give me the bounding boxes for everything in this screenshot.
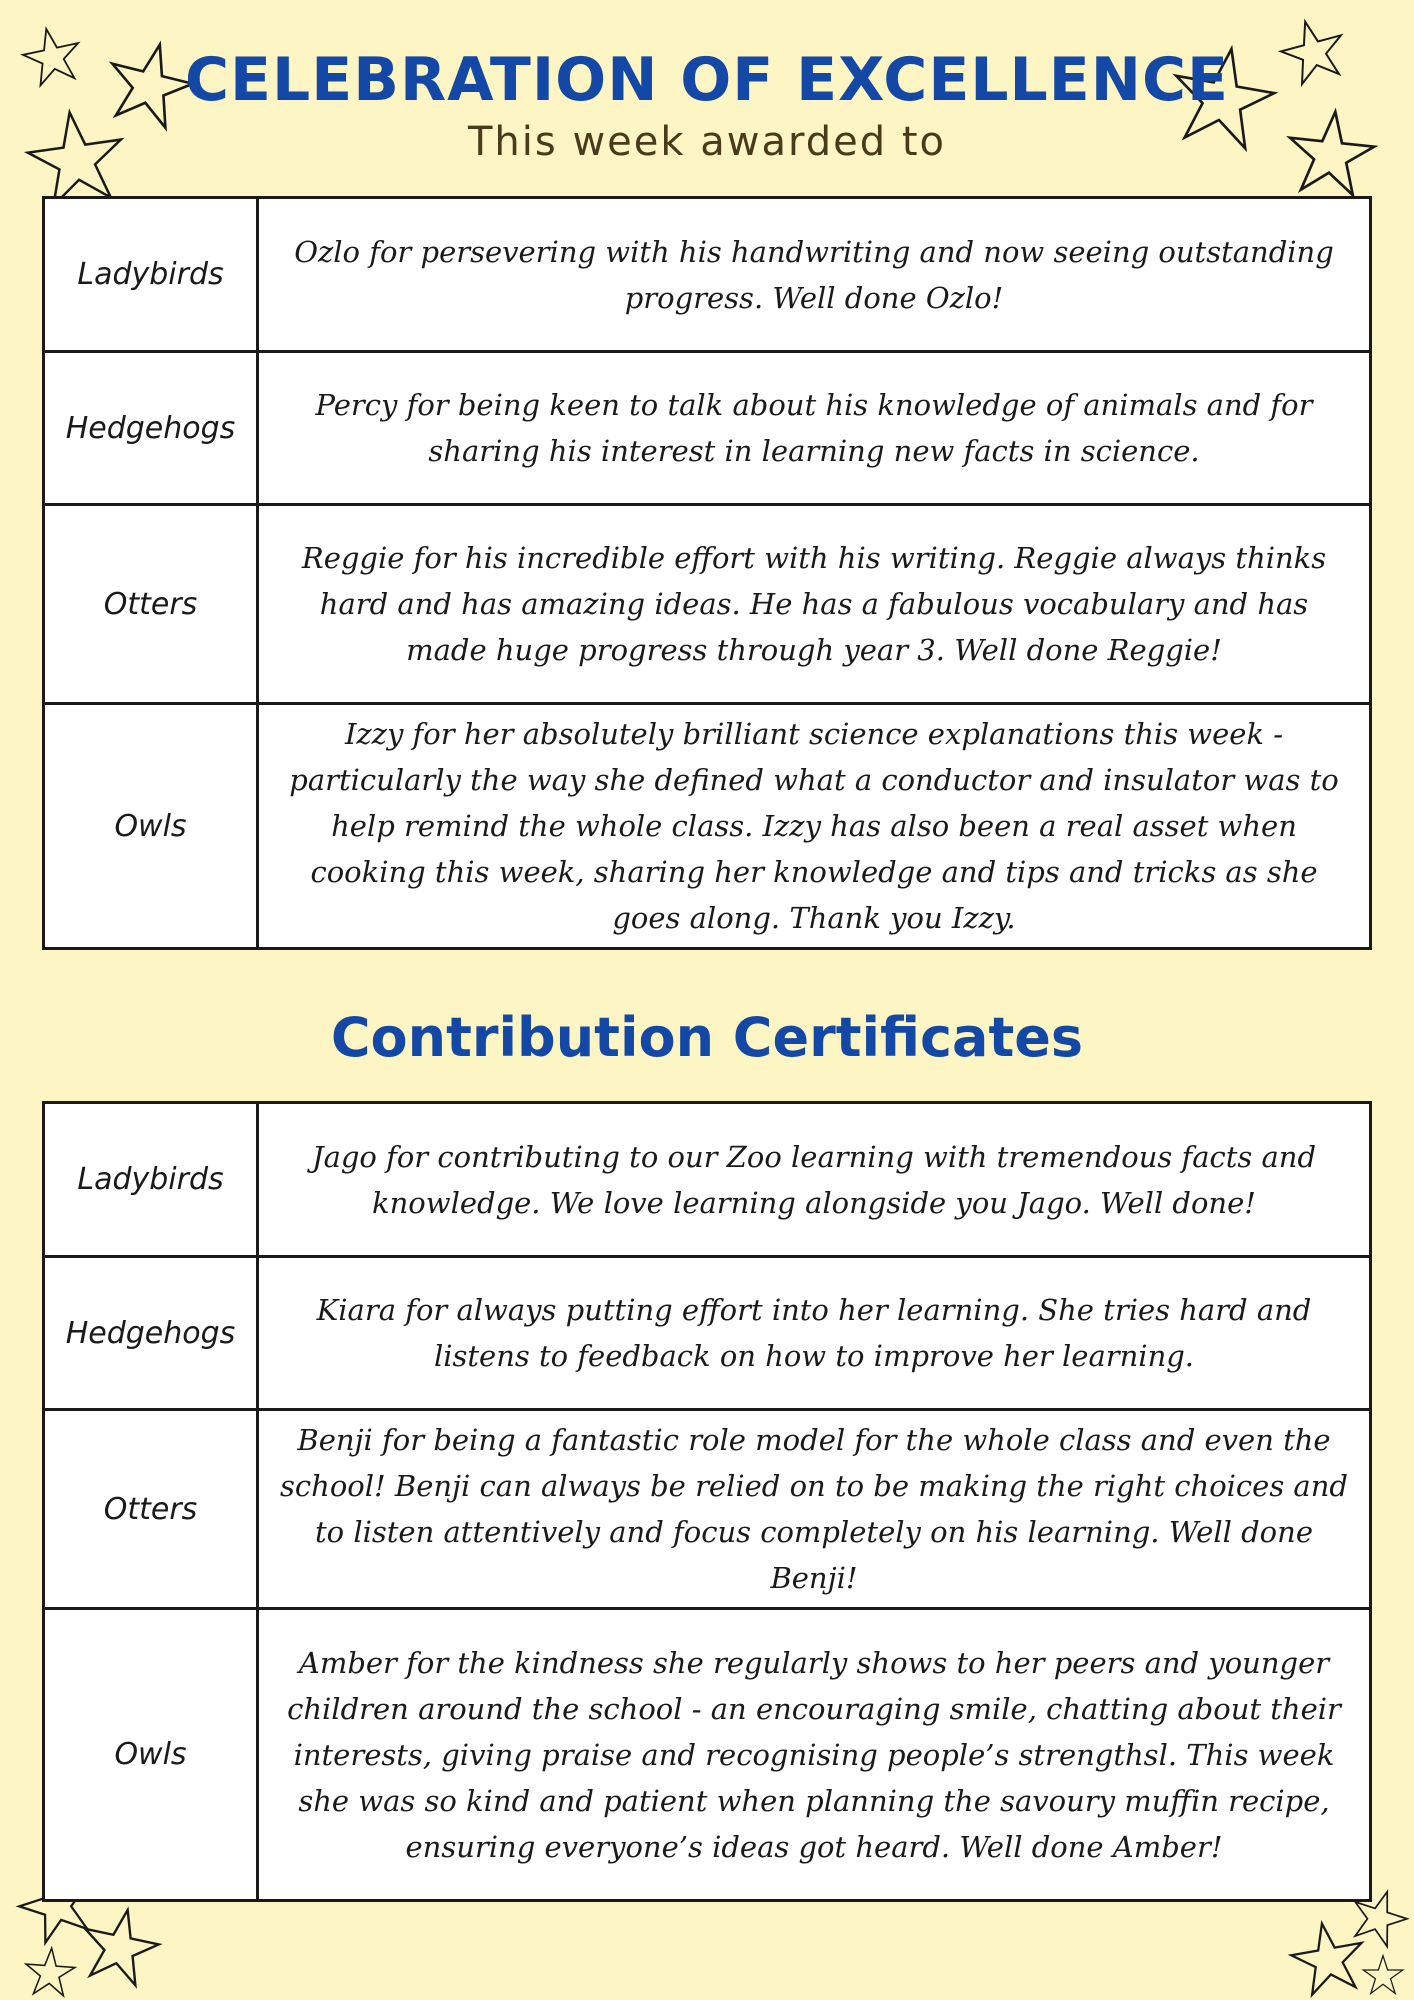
table-row: [44, 505, 1371, 704]
table-row: [44, 704, 1371, 949]
class-name-cell: Otters: [44, 505, 258, 704]
class-name-cell: Ladybirds: [44, 198, 258, 352]
class-name-cell: Owls: [44, 1609, 258, 1901]
award-description-cell: Kiara for always putting effort into her learning. She tries hard and listens to feedback on how to improve her learning.: [258, 1257, 1371, 1410]
table-row: [44, 1410, 1371, 1609]
page-subtitle: This week awarded to: [467, 119, 946, 165]
class-name-cell: Owls: [44, 704, 258, 949]
class-name-cell: Ladybirds: [44, 1103, 258, 1257]
star-icon: [1362, 1954, 1404, 1996]
section-title: Contribution Certificates: [330, 1006, 1084, 1069]
class-name-cell: Hedgehogs: [44, 352, 258, 505]
award-description-cell: Izzy for her absolutely brilliant science explanations this week - particularly the way she defined what a conductor and insulator was to help remind the whole class. Izzy has also been a real asset when cooking this week, sharing her knowledge and tips and tricks as she goes along. Thank you Izzy.: [258, 704, 1371, 949]
page-title: CELEBRATION OF EXCELLENCE: [184, 45, 1229, 115]
excellence-table: [42, 196, 1372, 950]
class-name-cell: Hedgehogs: [44, 1257, 258, 1410]
table-row: [44, 198, 1371, 352]
award-description-cell: Reggie for his incredible effort with his writing. Reggie always thinks hard and has amazing ideas. He has a fabulous vocabulary and has made huge progress through year 3. Well done Reggie!: [258, 505, 1371, 704]
table-row: [44, 1257, 1371, 1410]
award-description-cell: Percy for being keen to talk about his knowledge of animals and for sharing his interest in learning new facts in science.: [258, 352, 1371, 505]
contribution-table: [42, 1101, 1372, 1902]
class-name-cell: Otters: [44, 1410, 258, 1609]
table-row: [44, 1609, 1371, 1901]
award-description-cell: Ozlo for persevering with his handwriting and now seeing outstanding progress. Well done Ozlo!: [258, 198, 1371, 352]
star-icon: [24, 1946, 76, 1998]
award-description-cell: Benji for being a fantastic role model for the whole class and even the school! Benji can always be relied on to be making the right choices and to listen attentively and focus completely on his learning. Well done Benji!: [258, 1410, 1371, 1609]
table-row: [44, 1103, 1371, 1257]
award-description-cell: Jago for contributing to our Zoo learning with tremendous facts and knowledge. We love learning alongside you Jago. Well done!: [258, 1103, 1371, 1257]
table-row: [44, 352, 1371, 505]
star-icon: [80, 1906, 160, 1986]
award-description-cell: Amber for the kindness she regularly shows to her peers and younger children around the school - an encouraging smile, chatting about their interests, giving praise and recognising people’s strengthsl. This week she was so kind and patient when planning the savoury muffin recipe, ensuring everyone’s ideas got heard. Well done Amber!: [258, 1609, 1371, 1901]
